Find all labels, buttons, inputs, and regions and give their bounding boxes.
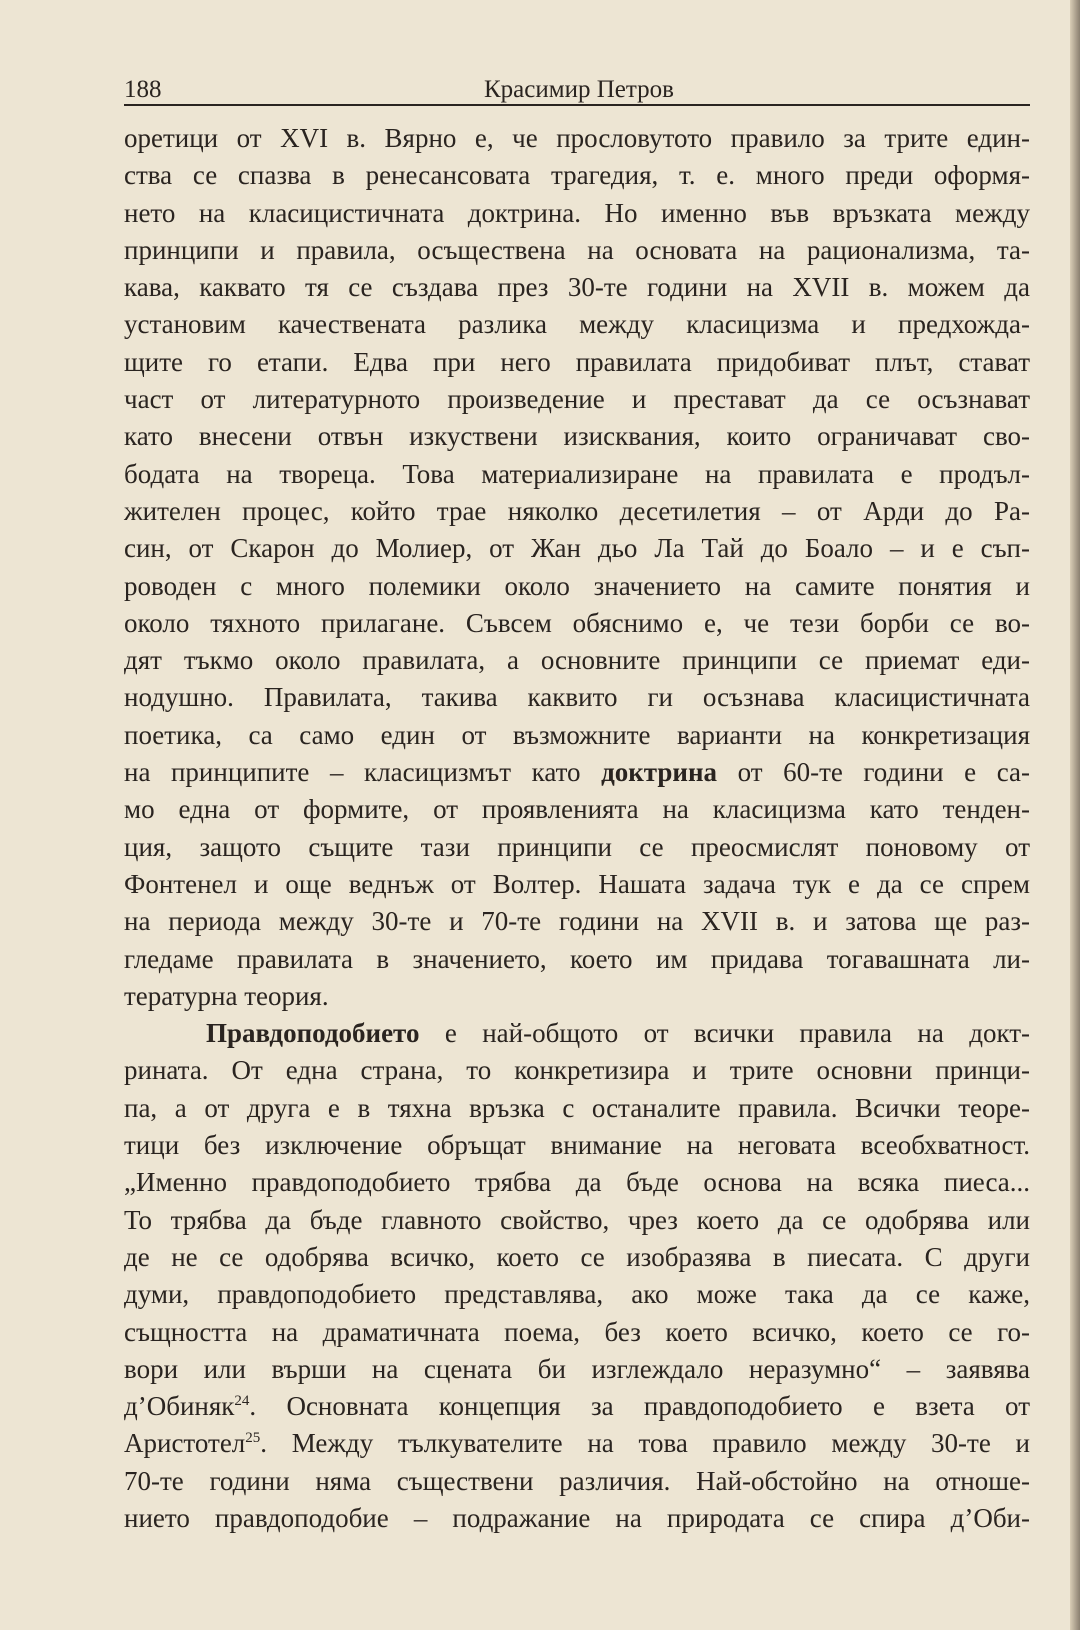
text-run: Аристотел — [124, 1428, 246, 1459]
text-line: нието правдоподобие – подражание на природата се спира д’Оби- — [124, 1502, 1030, 1533]
text-line: па, а от друга е в тяхна връзка с останалите правила. Всички теоре- — [124, 1092, 1030, 1123]
text-run: от 60-те години е са- — [717, 757, 1030, 788]
text-line-with-footnote — [124, 1388, 1030, 1425]
text-line: гледаме правилата в значението, което им придава тогавашната ли- — [124, 943, 1030, 974]
text-line: бодата на твореца. Това материализиране на правилата е продъл- — [124, 458, 1030, 489]
text-line: „Именно правдоподобието трябва да бъде основа на всяка пиеса... — [124, 1167, 1030, 1198]
bold-term: доктрина — [601, 757, 718, 788]
text-run: . Основната концепция за правдоподобието е взета от — [249, 1391, 1030, 1422]
bold-term: Правдоподобието — [206, 1018, 420, 1049]
text-line: дят тъкмо около правилата, а основните принципи се приемат еди- — [124, 645, 1030, 676]
text-line: Фонтенел и още веднъж от Волтер. Нашата задача тук е да се спрем — [124, 868, 1030, 899]
text-line: 70-те години няма съществени различия. Най-обстойно на отноше- — [124, 1465, 1030, 1496]
text-line: син, от Скарон до Молиер, от Жан дьо Ла Тай до Боало – и е съп- — [124, 533, 1030, 564]
body-text — [124, 120, 1030, 1537]
paragraph-start — [124, 1015, 1030, 1052]
text-line-with-footnote — [124, 1425, 1030, 1462]
text-line: тературна теория. — [124, 980, 329, 1011]
page-edge-shadow — [1070, 0, 1080, 1630]
text-line: роводен с много полемики около значението на самите понятия и — [124, 570, 1030, 601]
footnote-ref: 25 — [245, 1430, 261, 1447]
text-line: поетика, са само един от възможните варианти на конкретизация — [124, 719, 1030, 750]
text-line: нето на класицистичната доктрина. Но именно във връзката между — [124, 197, 1030, 228]
running-title: Красимир Петров — [484, 76, 674, 103]
text-line: около тяхното прилагане. Съвсем обяснимо е, че тези борби се во- — [124, 607, 1030, 638]
page-header — [124, 76, 1030, 106]
text-line-with-bold — [124, 754, 1030, 791]
text-run: . Между тълкувателите на това правило между 30-те и — [260, 1428, 1030, 1459]
text-line: жителен процес, който трае няколко десетилетия – от Арди до Ра- — [124, 495, 1030, 526]
text-line: тици без изключение обръщат внимание на неговата всеобхватност. — [124, 1130, 1030, 1161]
text-line: То трябва да бъде главното свойство, чрез което да се одобрява или — [124, 1204, 1030, 1235]
text-run: е най-общото от всички правила на докт- — [419, 1018, 1030, 1049]
text-line: ция, защото същите тази принципи се преосмислят поновому от — [124, 831, 1030, 862]
text-line: кава, каквато тя се създава през 30-те години на XVII в. можем да — [124, 272, 1030, 303]
text-line: като внесени отвън изкуствени изисквания, които ограничават сво- — [124, 421, 1030, 452]
text-line: рината. От една страна, то конкретизира и трите основни принци- — [124, 1055, 1030, 1086]
text-line: ства се спазва в ренесансовата трагедия, т. е. много преди оформя- — [124, 160, 1030, 191]
text-line: част от литературното произведение и престават да се осъзнават — [124, 384, 1030, 415]
text-line: думи, правдоподобието представлява, ако може така да се каже, — [124, 1279, 1030, 1310]
text-line: щите го етапи. Едва при него правилата придобиват плът, стават — [124, 346, 1030, 377]
text-line: де не се одобрява всичко, което се изобразява в пиесата. С други — [124, 1241, 1030, 1272]
text-line: установим качествената разлика между класицизма и предхожда- — [124, 309, 1030, 340]
page-number: 188 — [124, 76, 162, 103]
text-line: нодушно. Правилата, такива каквито ги осъзнава класицистичната — [124, 682, 1030, 713]
text-line: мо една от формите, от проявленията на класицизма като тенден- — [124, 794, 1030, 825]
text-line: вори или върши на сцената би изглеждало неразумно“ – заявява — [124, 1353, 1030, 1384]
text-line: оретици от XVI в. Вярно е, че прословутото правило за трите един- — [124, 123, 1030, 153]
text-line: същността на драматичната поема, без което всичко, което се го- — [124, 1316, 1030, 1347]
text-run: на принципите – класицизмът като — [124, 757, 602, 788]
text-run: д’Обиняк — [124, 1391, 235, 1422]
text-line: на периода между 30-те и 70-те години на XVII в. и затова ще раз- — [124, 906, 1030, 937]
footnote-ref: 24 — [234, 1393, 250, 1410]
text-line: принципи и правила, осъществена на основата на рационализма, та- — [124, 234, 1030, 265]
